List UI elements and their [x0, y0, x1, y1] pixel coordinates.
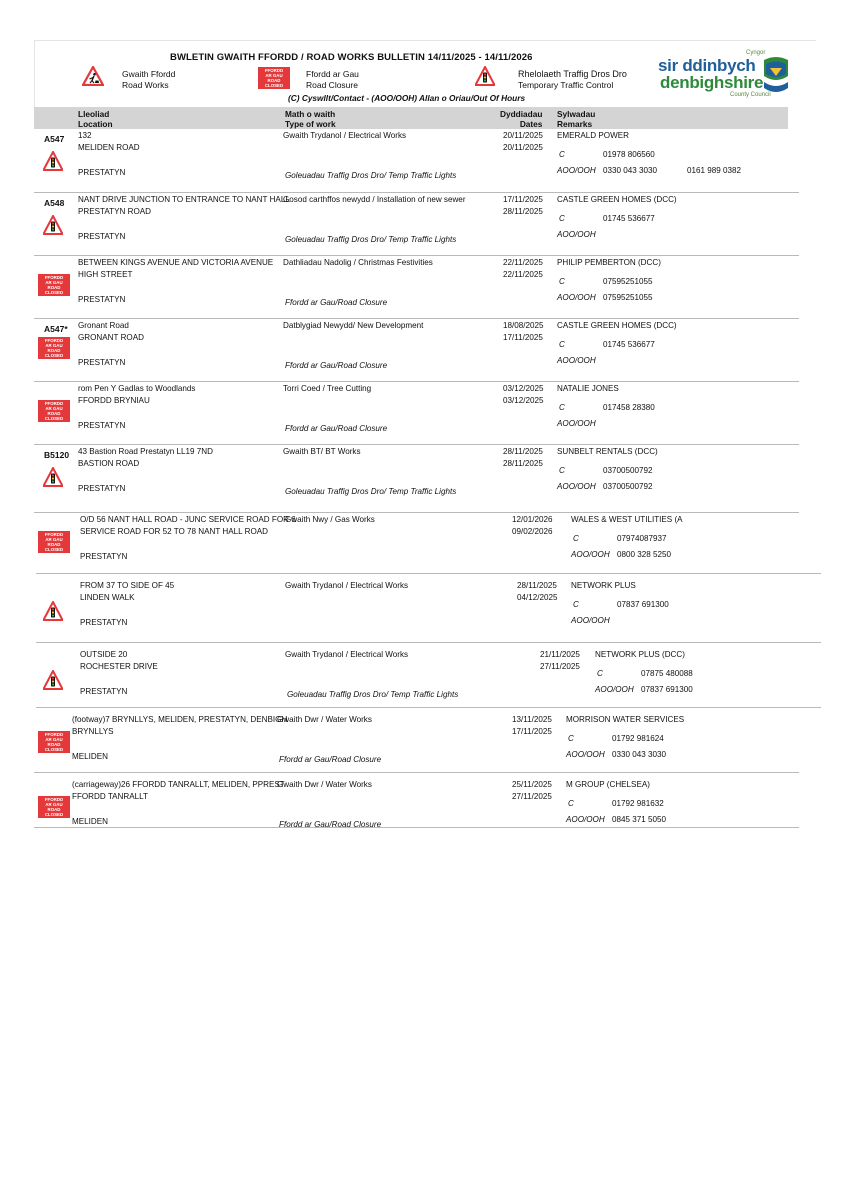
contact-number: 01745 536677	[603, 340, 655, 349]
town-name: PRESTATYN	[78, 168, 126, 177]
work-type: Gwaith Dwr / Water Works	[277, 780, 372, 789]
location-detail: 132	[78, 131, 92, 140]
row-separator	[36, 573, 821, 574]
location-detail: Gronant Road	[78, 321, 129, 330]
end-date: 17/11/2025	[503, 333, 543, 342]
bulletin-title: BWLETIN GWAITH FFORDD / ROAD WORKS BULLETIN 14/11/2025 - 14/11/2026	[170, 52, 533, 63]
street-name: PRESTATYN ROAD	[78, 207, 152, 216]
out-of-hours-label: AOO/OOH	[557, 230, 596, 239]
organisation: PHILIP PEMBERTON (DCC)	[557, 258, 661, 267]
out-of-hours-number: 03700500792	[603, 482, 653, 491]
legend-english: Temporary Traffic Control	[518, 80, 614, 90]
road-number: B5120	[44, 450, 70, 460]
street-name: BRYNLLYS	[72, 727, 114, 736]
out-of-hours-number: 07595251055	[603, 293, 653, 302]
work-type: Gwaith Nwy / Gas Works	[285, 515, 375, 524]
town-name: PRESTATYN	[78, 232, 126, 241]
traffic-light-sign-icon	[475, 66, 495, 86]
contact-label: C	[559, 466, 565, 475]
work-type: Gwaith Trydanol / Electrical Works	[285, 581, 409, 590]
contact-number: 07837 691300	[617, 600, 669, 609]
contact-label: C	[573, 600, 579, 609]
out-of-hours-label: AOO/OOH	[557, 419, 596, 428]
location-detail: FROM 37 TO SIDE OF 45	[80, 581, 175, 590]
contact-number: 01792 981632	[612, 799, 664, 808]
header-dates: Dyddiadau Dates	[500, 109, 543, 129]
location-detail: (carriageway)26 FFORDD TANRALLT, MELIDEN, PPREST	[72, 780, 285, 789]
street-name: GRONANT ROAD	[78, 333, 144, 342]
out-of-hours-number: 07837 691300	[641, 685, 693, 694]
location-detail: O/D 56 NANT HALL ROAD - JUNC SERVICE ROAD FOR 6	[80, 515, 296, 524]
out-of-hours-label: AOO/OOH	[571, 616, 610, 625]
town-name: PRESTATYN	[80, 618, 128, 627]
restriction-type: Goleuadau Traffig Dros Dro/ Temp Traffic Lights	[287, 690, 459, 699]
legend-road-closure	[306, 69, 359, 91]
out-of-hours-number: 0800 328 5250	[617, 550, 672, 559]
contact-label: C	[568, 734, 574, 743]
town-name: PRESTATYN	[78, 358, 126, 367]
contact-number: 03700500792	[603, 466, 653, 475]
location-detail: 43 Bastion Road Prestatyn LL19 7ND	[78, 447, 213, 456]
restriction-type: Ffordd ar Gau/Road Closure	[279, 755, 382, 764]
end-date: 27/11/2025	[540, 662, 580, 671]
start-date: 28/11/2025	[503, 447, 543, 456]
town-name: PRESTATYN	[78, 421, 126, 430]
contact-label: C	[559, 277, 565, 286]
contact-number: 017458 28380	[603, 403, 655, 412]
road-closed-sign-icon: FFORDD AR GAU ROAD CLOSED	[38, 531, 70, 553]
town-name: MELIDEN	[72, 817, 108, 826]
row-separator	[36, 707, 821, 708]
road-closed-sign-icon: FFORDD AR GAU ROAD CLOSED	[38, 337, 70, 359]
restriction-type: Ffordd ar Gau/Road Closure	[285, 361, 388, 370]
end-date: 17/11/2025	[512, 727, 552, 736]
out-of-hours-label: AOO/OOH	[571, 550, 610, 559]
street-name: LINDEN WALK	[80, 593, 135, 602]
town-name: PRESTATYN	[78, 295, 126, 304]
traffic-light-sign-icon	[43, 601, 63, 621]
end-date: 27/11/2025	[512, 792, 552, 801]
work-type: Datblygiad Newydd/ New Development	[283, 321, 424, 330]
council-logo	[658, 52, 798, 104]
work-type: Gwaith BT/ BT Works	[283, 447, 361, 456]
end-date: 28/11/2025	[503, 207, 543, 216]
road-closed-sign-icon: FFORDD AR GAU ROAD CLOSED	[38, 796, 70, 818]
street-name: SERVICE ROAD FOR 52 TO 78 NANT HALL ROAD	[80, 527, 269, 536]
organisation: WALES & WEST UTILITIES (A	[571, 515, 683, 524]
out-of-hours-label: AOO/OOH	[557, 356, 596, 365]
contact-legend: (C) Cyswllt/Contact - (AOO/OOH) Allan o Oriau/Out Of Hours	[288, 93, 526, 103]
end-date: 22/11/2025	[503, 270, 543, 279]
start-date: 20/11/2025	[503, 131, 543, 140]
legend-english: Road Works	[122, 80, 169, 90]
street-name: HIGH STREET	[78, 270, 133, 279]
road-number: A547	[44, 134, 65, 144]
out-of-hours-label: AOO/OOH	[566, 815, 605, 824]
road-closed-sign-icon: FFORDD AR GAU ROAD CLOSED	[38, 731, 70, 753]
location-detail: rom Pen Y Gadlas to Woodlands	[78, 384, 196, 393]
road-number: A547*	[44, 324, 68, 334]
contact-label: C	[559, 340, 565, 349]
row-separator	[34, 192, 799, 193]
row-separator	[34, 827, 799, 828]
row-separator	[34, 772, 799, 773]
location-detail: OUTSIDE 20	[80, 650, 128, 659]
logo-line-english: denbighshire	[660, 73, 764, 92]
town-name: PRESTATYN	[78, 484, 126, 493]
out-of-hours-number: 0845 371 5050	[612, 815, 667, 824]
location-detail: (footway)7 BRYNLLYS, MELIDEN, PRESTATYN, DENBIGH	[72, 715, 288, 724]
legend-welsh: Gwaith Ffordd	[122, 69, 176, 79]
out-of-hours-number: 0330 043 3030	[603, 166, 658, 175]
organisation: EMERALD POWER	[557, 131, 629, 140]
table-header	[34, 107, 788, 129]
header-remarks: Sylwadau Remarks	[557, 109, 596, 129]
row-separator	[34, 381, 799, 382]
logo-line-welsh: sir ddinbych	[658, 56, 756, 75]
organisation: MORRISON WATER SERVICES	[566, 715, 685, 724]
restriction-type: Ffordd ar Gau/Road Closure	[285, 424, 388, 433]
logo-cyngor: Cyngor	[746, 50, 766, 56]
legend-traffic-control	[518, 69, 627, 91]
contact-label: C	[573, 534, 579, 543]
town-name: MELIDEN	[72, 752, 108, 761]
start-date: 17/11/2025	[503, 195, 543, 204]
out-of-hours-label: AOO/OOH	[557, 166, 596, 175]
contact-number: 07974087937	[617, 534, 667, 543]
contact-number: 01792 981624	[612, 734, 664, 743]
traffic-light-sign-icon	[43, 670, 63, 690]
organisation: NETWORK PLUS (DCC)	[595, 650, 685, 659]
start-date: 21/11/2025	[540, 650, 580, 659]
end-date: 20/11/2025	[503, 143, 543, 152]
council-crest-icon	[760, 54, 792, 98]
logo-county-council: County Council	[730, 92, 771, 98]
row-separator	[34, 318, 799, 319]
organisation: CASTLE GREEN HOMES (DCC)	[557, 195, 677, 204]
extra-contact-number: 0161 989 0382	[687, 166, 742, 175]
start-date: 13/11/2025	[512, 715, 552, 724]
contact-number: 01745 536677	[603, 214, 655, 223]
start-date: 03/12/2025	[503, 384, 544, 393]
contact-label: C	[568, 799, 574, 808]
contact-label: C	[559, 403, 565, 412]
contact-number: 01978 806560	[603, 150, 655, 159]
header-location: Lleoliad Location	[78, 109, 113, 129]
organisation: SUNBELT RENTALS (DCC)	[557, 447, 658, 456]
out-of-hours-label: AOO/OOH	[557, 293, 596, 302]
organisation: NETWORK PLUS	[571, 581, 636, 590]
contact-label: C	[597, 669, 603, 678]
out-of-hours-label: AOO/OOH	[595, 685, 634, 694]
start-date: 18/08/2025	[503, 321, 544, 330]
start-date: 22/11/2025	[503, 258, 543, 267]
street-name: FFORDD BRYNIAU	[78, 396, 150, 405]
start-date: 28/11/2025	[517, 581, 557, 590]
header-type: Math o waith Type of work	[285, 109, 336, 129]
row-separator	[34, 255, 799, 256]
organisation: M GROUP (CHELSEA)	[566, 780, 650, 789]
town-name: PRESTATYN	[80, 552, 128, 561]
road-closed-sign-icon: FFORDD AR GAU ROAD CLOSED	[38, 400, 70, 422]
work-type: Gosod carthffos newydd / Installation of new sewer	[283, 195, 466, 204]
work-type: Gwaith Trydanol / Electrical Works	[283, 131, 407, 140]
street-name: FFORDD TANRALLT	[72, 792, 148, 801]
organisation: NATALIE JONES	[557, 384, 619, 393]
legend-welsh: Rhelolaeth Traffig Dros Dro	[518, 69, 627, 79]
work-type: Gwaith Dwr / Water Works	[277, 715, 372, 724]
page-border-left	[34, 40, 35, 110]
work-type: Gwaith Trydanol / Electrical Works	[285, 650, 409, 659]
out-of-hours-number: 0330 043 3030	[612, 750, 667, 759]
row-separator	[36, 642, 821, 643]
row-separator	[34, 512, 799, 513]
location-detail: NANT DRIVE JUNCTION TO ENTRANCE TO NANT HALL	[78, 195, 290, 204]
contact-label: C	[559, 150, 565, 159]
row-separator	[34, 444, 799, 445]
location-detail: BETWEEN KINGS AVENUE AND VICTORIA AVENUE	[78, 258, 274, 267]
road-closed-sign-icon: FFORDD AR GAU ROAD CLOSED	[38, 274, 70, 296]
out-of-hours-label: AOO/OOH	[566, 750, 605, 759]
restriction-type: Goleuadau Traffig Dros Dro/ Temp Traffic Lights	[285, 235, 457, 244]
restriction-type: Goleuadau Traffig Dros Dro/ Temp Traffic Lights	[285, 487, 457, 496]
contact-number: 07875 480088	[641, 669, 693, 678]
work-type: Dathliadau Nadolig / Christmas Festivities	[283, 258, 433, 267]
end-date: 09/02/2026	[512, 527, 553, 536]
page-border-top	[34, 40, 816, 41]
out-of-hours-label: AOO/OOH	[557, 482, 596, 491]
town-name: PRESTATYN	[80, 687, 128, 696]
street-name: BASTION ROAD	[78, 459, 140, 468]
road-works-sign-icon	[82, 66, 104, 86]
end-date: 03/12/2025	[503, 396, 544, 405]
restriction-type: Goleuadau Traffig Dros Dro/ Temp Traffic Lights	[285, 171, 457, 180]
start-date: 12/01/2026	[512, 515, 553, 524]
legend-road-works	[122, 69, 175, 91]
end-date: 28/11/2025	[503, 459, 543, 468]
work-type: Torri Coed / Tree Cutting	[283, 384, 372, 393]
contact-label: C	[559, 214, 565, 223]
traffic-light-sign-icon	[43, 215, 63, 235]
restriction-type: Ffordd ar Gau/Road Closure	[279, 820, 382, 829]
organisation: CASTLE GREEN HOMES (DCC)	[557, 321, 677, 330]
traffic-light-sign-icon	[43, 151, 63, 171]
traffic-light-sign-icon	[43, 467, 63, 487]
road-number: A548	[44, 198, 65, 208]
road-closed-sign-icon: FFORDD AR GAU ROAD CLOSED	[258, 67, 290, 89]
street-name: ROCHESTER DRIVE	[80, 662, 158, 671]
legend-english: Road Closure	[306, 80, 358, 90]
end-date: 04/12/2025	[517, 593, 558, 602]
contact-number: 07595251055	[603, 277, 653, 286]
legend-welsh: Ffordd ar Gau	[306, 69, 359, 79]
street-name: MELIDEN ROAD	[78, 143, 140, 152]
start-date: 25/11/2025	[512, 780, 552, 789]
restriction-type: Ffordd ar Gau/Road Closure	[285, 298, 388, 307]
